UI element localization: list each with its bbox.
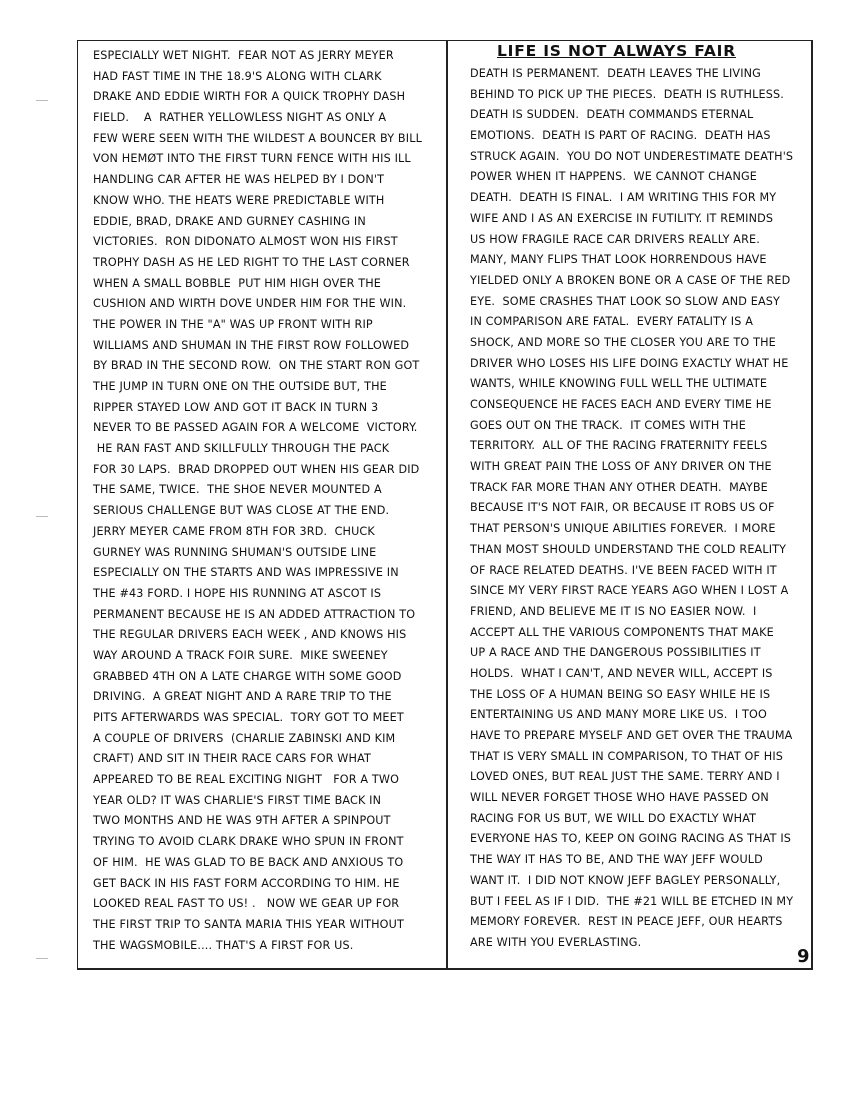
text-line: OF HIM. HE WAS GLAD TO BE BACK AND ANXIOUS TO: [93, 855, 404, 869]
text-line: DEATH IS PERMANENT. DEATH LEAVES THE LIVING: [470, 67, 761, 80]
text-line: HANDLING CAR AFTER HE WAS HELPED BY I DON'T: [93, 173, 385, 187]
text-line: DRAKE AND EDDIE WIRTH FOR A QUICK TROPHY DASH: [93, 90, 406, 104]
text-line: THAT PERSON'S UNIQUE ABILITIES FOREVER. I MORE: [470, 522, 776, 536]
text-line: NEVER TO BE PASSED AGAIN FOR A WELCOME VICTORY.: [93, 421, 418, 435]
text-line: RIPPER STAYED LOW AND GOT IT BACK IN TURN 3: [93, 400, 379, 414]
text-line: CRAFT) AND SIT IN THEIR RACE CARS FOR WHAT: [93, 752, 371, 766]
text-line: HAD FAST TIME IN THE 18.9'S ALONG WITH CLARK: [93, 69, 382, 83]
scan-mark: [36, 516, 48, 517]
text-line: WILLIAMS AND SHUMAN IN THE FIRST ROW FOLLOWED: [93, 338, 410, 352]
text-line: VON HEMØT INTO THE FIRST TURN FENCE WITH HIS ILL: [93, 152, 411, 166]
text-line: EVERYONE HAS TO, KEEP ON GOING RACING AS THAT IS: [470, 832, 792, 846]
text-line: CONSEQUENCE HE FACES EACH AND EVERY TIME HE: [470, 398, 772, 411]
text-line: ENTERTAINING US AND MANY MORE LIKE US. I TOO: [470, 708, 767, 722]
text-line: WAY AROUND A TRACK FOIR SURE. MIKE SWEENEY: [93, 648, 388, 662]
text-line: GOES OUT ON THE TRACK. IT COMES WITH THE: [470, 418, 746, 432]
text-line: THE REGULAR DRIVERS EACH WEEK , AND KNOWS HIS: [93, 628, 407, 642]
text-line: TRACK FAR MORE THAN ANY OTHER DEATH. MAYBE: [470, 480, 768, 494]
text-line: FRIEND, AND BELIEVE ME IT IS NO EASIER NOW. I: [470, 604, 757, 618]
text-line: WITH GREAT PAIN THE LOSS OF ANY DRIVER ON THE: [470, 460, 772, 474]
text-line: LOOKED REAL FAST TO US! . NOW WE GEAR UP FOR: [93, 897, 400, 911]
text-line: PERMANENT BECAUSE HE IS AN ADDED ATTRACTION TO: [93, 607, 416, 621]
text-line: US HOW FRAGILE RACE CAR DRIVERS REALLY ARE.: [470, 232, 760, 246]
text-line: IN COMPARISON ARE FATAL. EVERY FATALITY IS A: [470, 315, 754, 329]
text-line: TERRITORY. ALL OF THE RACING FRATERNITY FEELS: [470, 439, 768, 453]
text-line: ESPECIALLY ON THE STARTS AND WAS IMPRESSIVE IN: [93, 566, 399, 580]
page-number: 9: [797, 946, 810, 967]
text-line: JERRY MEYER CAME FROM 8TH FOR 3RD. CHUCK: [93, 524, 375, 538]
text-line: WANT IT. I DID NOT KNOW JEFF BAGLEY PERSONALLY,: [470, 873, 781, 887]
text-line: PITS AFTERWARDS WAS SPECIAL. TORY GOT TO MEET: [93, 711, 404, 724]
text-line: GURNEY WAS RUNNING SHUMAN'S OUTSIDE LINE: [93, 545, 377, 559]
text-line: HOLDS. WHAT I CAN'T, AND NEVER WILL, ACCEPT IS: [470, 666, 773, 680]
text-line: TRYING TO AVOID CLARK DRAKE WHO SPUN IN FRONT: [93, 835, 404, 849]
text-line: THE WAY IT HAS TO BE, AND THE WAY JEFF WOULD: [470, 853, 763, 867]
text-line: ARE WITH YOU EVERLASTING.: [470, 935, 642, 949]
text-line: BY BRAD IN THE SECOND ROW. ON THE START RON GOT: [93, 359, 420, 373]
scan-mark: [36, 958, 48, 959]
text-line: DEATH. DEATH IS FINAL. I AM WRITING THIS FOR MY: [470, 191, 777, 205]
text-line: BEHIND TO PICK UP THE PIECES. DEATH IS RUTHLESS.: [470, 87, 784, 101]
text-line: THE LOSS OF A HUMAN BEING SO EASY WHILE HE IS: [470, 687, 771, 701]
text-line: APPEARED TO BE REAL EXCITING NIGHT FOR A TWO: [93, 773, 400, 787]
text-line: YEAR OLD? IT WAS CHARLIE'S FIRST TIME BACK IN: [93, 793, 382, 807]
text-line: A COUPLE OF DRIVERS (CHARLIE ZABINSKI AND KIM: [93, 731, 396, 745]
right-column-text: [470, 64, 793, 954]
text-line: DRIVING. A GREAT NIGHT AND A RARE TRIP TO THE: [93, 690, 392, 704]
text-line: UP A RACE AND THE DANGEROUS POSSIBILITIES IT: [470, 646, 761, 660]
text-line: FIELD. A RATHER YELLOWLESS NIGHT AS ONLY A: [93, 111, 387, 125]
text-line: EMOTIONS. DEATH IS PART OF RACING. DEATH HAS: [470, 129, 771, 143]
text-line: GET BACK IN HIS FAST FORM ACCORDING TO HIM. HE: [93, 876, 400, 890]
text-line: RACING FOR US BUT, WE WILL DO EXACTLY WHAT: [470, 811, 757, 825]
text-line: THE POWER IN THE "A" WAS UP FRONT WITH RIP: [93, 317, 373, 331]
text-line: SERIOUS CHALLENGE BUT WAS CLOSE AT THE END.: [93, 504, 390, 518]
text-line: GRABBED 4TH ON A LATE CHARGE WITH SOME GOOD: [93, 669, 402, 683]
text-line: TWO MONTHS AND HE WAS 9TH AFTER A SPINPOUT: [93, 814, 391, 828]
left-column-text: [93, 46, 422, 956]
text-line: OF RACE RELATED DEATHS. I'VE BEEN FACED WITH IT: [470, 563, 777, 577]
text-line: THE FIRST TRIP TO SANTA MARIA THIS YEAR WITHOUT: [93, 917, 404, 931]
text-line: WHEN A SMALL BOBBLE PUT HIM HIGH OVER THE: [93, 276, 382, 290]
text-line: CUSHION AND WIRTH DOVE UNDER HIM FOR THE WIN.: [93, 297, 407, 311]
text-line: STRUCK AGAIN. YOU DO NOT UNDERESTIMATE DEATH'S: [470, 149, 794, 163]
column-divider: [446, 40, 448, 970]
text-line: EDDIE, BRAD, DRAKE AND GURNEY CASHING IN: [93, 214, 366, 228]
text-line: FOR 30 LAPS. BRAD DROPPED OUT WHEN HIS GEAR DID: [93, 462, 420, 476]
text-line: THE SAME, TWICE. THE SHOE NEVER MOUNTED A: [93, 483, 382, 497]
text-line: THAN MOST SHOULD UNDERSTAND THE COLD REALITY: [470, 542, 787, 556]
text-line: VICTORIES. RON DIDONATO ALMOST WON HIS FIRST: [93, 235, 398, 249]
text-line: THE WAGSMOBILE.... THAT'S A FIRST FOR US.: [93, 938, 354, 952]
text-line: BECAUSE IT'S NOT FAIR, OR BECAUSE IT ROBS US OF: [470, 501, 775, 515]
text-line: KNOW WHO. THE HEATS WERE PREDICTABLE WITH: [93, 193, 385, 207]
text-line: HAVE TO PREPARE MYSELF AND GET OVER THE TRAUMA: [470, 729, 793, 742]
text-line: THAT IS VERY SMALL IN COMPARISON, TO THAT OF HIS: [470, 749, 784, 763]
text-line: MEMORY FOREVER. REST IN PEACE JEFF, OUR HEARTS: [470, 915, 783, 929]
text-line: TROPHY DASH AS HE LED RIGHT TO THE LAST CORNER: [93, 255, 410, 269]
text-line: WANTS, WHILE KNOWING FULL WELL THE ULTIMATE: [470, 377, 768, 391]
text-line: EYE. SOME CRASHES THAT LOOK SO SLOW AND EASY: [470, 294, 781, 308]
text-line: BUT I FEEL AS IF I DID. THE #21 WILL BE ETCHED IN MY: [470, 894, 794, 908]
text-line: SHOCK, AND MORE SO THE CLOSER YOU ARE TO THE: [470, 335, 776, 349]
text-line: THE JUMP IN TURN ONE ON THE OUTSIDE BUT, THE: [93, 380, 387, 393]
text-line: WIFE AND I AS AN EXERCISE IN FUTILITY. IT REMINDS: [470, 211, 774, 225]
text-line: DRIVER WHO LOSES HIS LIFE DOING EXACTLY WHAT HE: [470, 356, 789, 370]
text-line: SINCE MY VERY FIRST RACE YEARS AGO WHEN I LOST A: [470, 584, 789, 598]
text-line: ESPECIALLY WET NIGHT. FEAR NOT AS JERRY MEYER: [93, 49, 394, 62]
text-line: THE #43 FORD. I HOPE HIS RUNNING AT ASCOT IS: [93, 586, 382, 600]
text-line: WILL NEVER FORGET THOSE WHO HAVE PASSED ON: [470, 791, 769, 805]
text-line: DEATH IS SUDDEN. DEATH COMMANDS ETERNAL: [470, 108, 754, 122]
text-line: YIELDED ONLY A BROKEN BONE OR A CASE OF THE RED: [470, 273, 791, 287]
text-line: LOVED ONES, BUT REAL JUST THE SAME. TERRY AND I: [470, 770, 780, 784]
text-line: POWER WHEN IT HAPPENS. WE CANNOT CHANGE: [470, 170, 758, 184]
text-line: HE RAN FAST AND SKILLFULLY THROUGH THE PACK: [93, 442, 390, 456]
text-line: ACCEPT ALL THE VARIOUS COMPONENTS THAT MAKE: [470, 625, 774, 639]
text-line: MANY, MANY FLIPS THAT LOOK HORRENDOUS HAVE: [470, 253, 767, 267]
article-title: LIFE IS NOT ALWAYS FAIR: [497, 42, 736, 60]
scan-mark: [36, 100, 48, 101]
text-line: FEW WERE SEEN WITH THE WILDEST A BOUNCER BY BILL: [93, 131, 422, 145]
